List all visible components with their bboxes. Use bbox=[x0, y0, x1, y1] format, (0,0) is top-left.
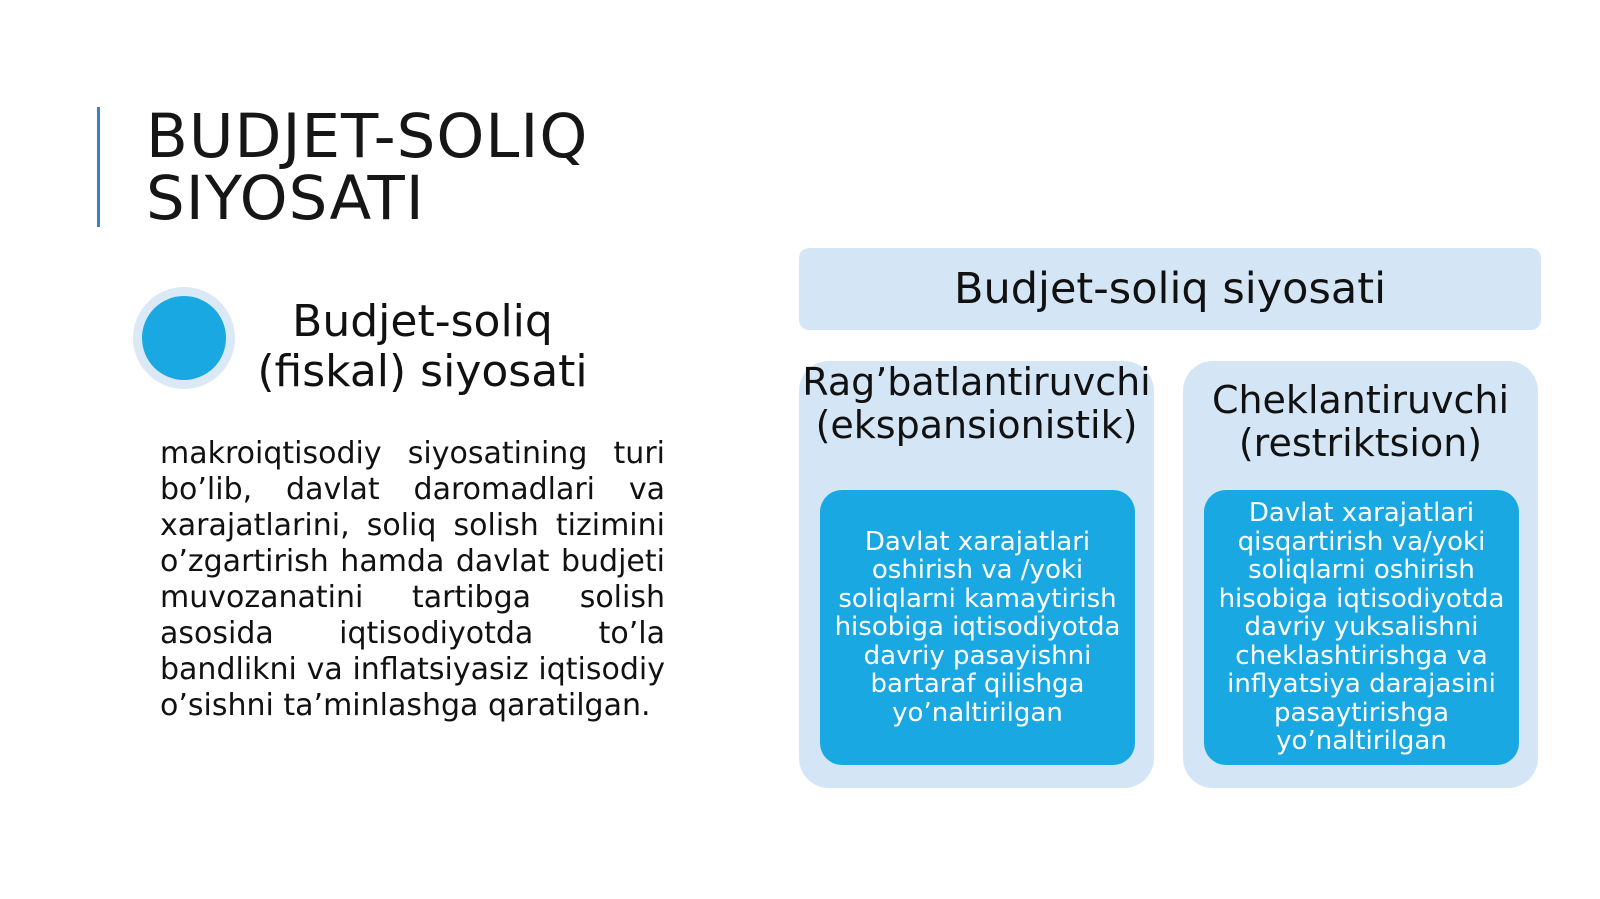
description-text: makroiqtisodiy siyosatining turi bo’lib, davlat daromadlari va xarajatlarini, soliq solish tizimini o’zgartirish hamda davlat budjeti muvozanatini tartibga solish asosida iqtisodiyotda to’la bandlikni va inflatsiyasiz iqtisodiy o’sishni ta’minlashga qaratilgan. bbox=[160, 436, 665, 723]
diagram-header-label: Budjet-soliq siyosati bbox=[953, 264, 1387, 314]
branch-title-restrictive: Cheklantiruvchi (restriktsion) bbox=[1211, 378, 1510, 465]
branch-body-expansionary: Davlat xarajatlari oshirish va /yoki soliqlarni kamaytirish hisobiga iqtisodiyotda davriy pasayishni bartaraf qilishga yo’naltirilgan bbox=[834, 526, 1121, 728]
bullet-circle-inner bbox=[142, 296, 226, 380]
bullet-circle-icon bbox=[133, 287, 235, 389]
branch-body-restrictive: Davlat xarajatlari qisqartirish va/yoki soliqlarni oshirish hisobiga iqtisodiyotda davriy yuksalishni cheklashtirishga va inflyatsiya darajasini pasaytirishga yo’naltirilgan bbox=[1218, 498, 1505, 757]
diagram-header bbox=[799, 248, 1541, 330]
diagram-branch-restrictive bbox=[1183, 361, 1538, 788]
diagram-branch-expansionary bbox=[799, 361, 1154, 788]
slide-title: BUDJET-SOLIQ SIYOSATI bbox=[146, 101, 589, 234]
branch-title-expansionary: Rag’batlantiruvchi (ekspansionistik) bbox=[802, 360, 1151, 447]
title-accent-bar bbox=[97, 107, 100, 227]
branch-box-expansionary bbox=[820, 490, 1135, 765]
branch-box-restrictive bbox=[1204, 490, 1519, 765]
subheading: Budjet-soliq (fiskal) siyosati bbox=[257, 296, 588, 397]
